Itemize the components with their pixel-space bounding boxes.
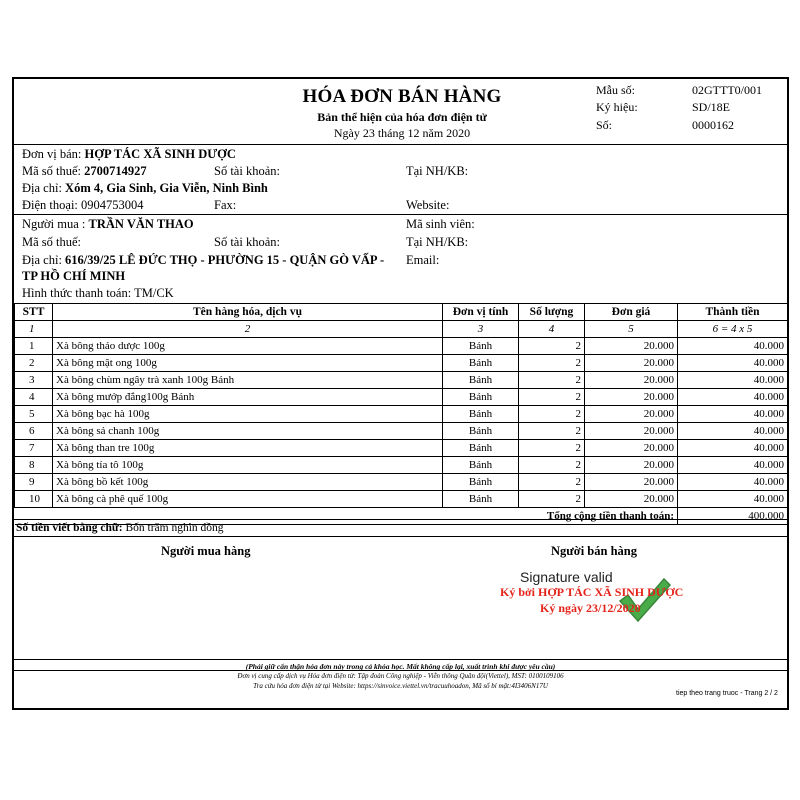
- row-amount: 40.000: [678, 372, 788, 389]
- row-amount: 40.000: [678, 474, 788, 491]
- footer-divider: [14, 670, 787, 671]
- seller-phone-label: Điện thoại:: [22, 198, 78, 212]
- row-price: 20.000: [585, 389, 678, 406]
- seller-account-label: Số tài khoản:: [214, 164, 280, 178]
- table-body: [15, 338, 788, 508]
- table-row: [15, 491, 788, 508]
- index-cell: 3: [443, 321, 519, 338]
- row-stt: 1: [15, 338, 53, 355]
- total-value: 400.000: [678, 508, 788, 525]
- index-cell: 1: [15, 321, 53, 338]
- invoice-subtitle: Bản thể hiện của hóa đơn điện tử: [317, 110, 487, 124]
- seller-tax-row: [22, 164, 147, 179]
- col-amount: Thành tiền: [678, 304, 788, 321]
- seller-phone: 0904753004: [81, 198, 144, 212]
- table-row: [15, 474, 788, 491]
- row-qty: 2: [519, 355, 585, 372]
- row-price: 20.000: [585, 457, 678, 474]
- row-unit: Bánh: [443, 389, 519, 406]
- amount-words-value: Bốn trăm nghìn đồng: [125, 522, 224, 534]
- row-price: 20.000: [585, 355, 678, 372]
- footer-note: (Phải giữ cẩn thận hóa đơn này trong cả khóa học. Mất không cấp lại, xuất trình khi được yêu cầu): [245, 662, 556, 671]
- row-qty: 2: [519, 457, 585, 474]
- row-item-name: Xà bông bạc hà 100g: [53, 406, 443, 423]
- index-cell: 2: [53, 321, 443, 338]
- form-value: 02GTTT0/001: [692, 83, 762, 97]
- amount-in-words: [14, 519, 787, 537]
- seller-address: Xóm 4, Gia Sinh, Gia Viễn, Ninh Bình: [65, 181, 268, 195]
- table-row: [15, 372, 788, 389]
- row-price: 20.000: [585, 372, 678, 389]
- symbol-label: Ký hiệu:: [596, 100, 638, 114]
- seller-address-label: Địa chỉ:: [22, 181, 62, 195]
- row-stt: 7: [15, 440, 53, 457]
- seller-tax: 2700714927: [84, 164, 147, 178]
- col-stt: STT: [15, 304, 53, 321]
- row-qty: 2: [519, 338, 585, 355]
- seller-sign-title: Người bán hàng: [551, 544, 637, 558]
- row-item-name: Xà bông cà phê quế 100g: [53, 491, 443, 508]
- row-unit: Bánh: [443, 440, 519, 457]
- row-price: 20.000: [585, 491, 678, 508]
- buyer-address-row: [22, 253, 384, 268]
- row-qty: 2: [519, 440, 585, 457]
- row-stt: 4: [15, 389, 53, 406]
- buyer-tax-label: Mã số thuế:: [22, 235, 82, 249]
- table-index-row: [15, 321, 788, 338]
- seller-fax-label: Fax:: [214, 198, 237, 212]
- payment-label: Hình thức thanh toán:: [22, 286, 132, 300]
- row-price: 20.000: [585, 406, 678, 423]
- row-price: 20.000: [585, 440, 678, 457]
- row-stt: 2: [15, 355, 53, 372]
- divider: [14, 214, 787, 215]
- payment-method: TM/CK: [134, 286, 174, 300]
- table-row: [15, 355, 788, 372]
- buyer-name-label: Người mua :: [22, 217, 86, 231]
- footer-provider: Đơn vị cung cấp dịch vụ Hóa đơn điện tử: Tập đoàn Công nghiệp - Viễn thông Quân đội(Viettel), MST: 0100109106: [237, 672, 564, 680]
- form-label: Mẫu số:: [596, 83, 635, 97]
- buyer-address-label: Địa chỉ:: [22, 253, 62, 267]
- row-amount: 40.000: [678, 406, 788, 423]
- digital-signature: [494, 565, 694, 637]
- row-qty: 2: [519, 406, 585, 423]
- buyer-email-label: Email:: [406, 253, 440, 267]
- row-stt: 6: [15, 423, 53, 440]
- row-price: 20.000: [585, 423, 678, 440]
- row-unit: Bánh: [443, 355, 519, 372]
- row-amount: 40.000: [678, 440, 788, 457]
- row-price: 20.000: [585, 474, 678, 491]
- row-amount: 40.000: [678, 423, 788, 440]
- signature-valid-text: Signature valid: [520, 569, 613, 585]
- row-item-name: Xà bông thảo dược 100g: [53, 338, 443, 355]
- row-qty: 2: [519, 389, 585, 406]
- index-cell: 4: [519, 321, 585, 338]
- index-cell: 5: [585, 321, 678, 338]
- col-unit: Đơn vị tính: [443, 304, 519, 321]
- row-amount: 40.000: [678, 355, 788, 372]
- number-label: Số:: [596, 118, 613, 132]
- col-price: Đơn giá: [585, 304, 678, 321]
- total-label: Tổng cộng tiền thanh toán:: [15, 508, 678, 525]
- table-row: [15, 338, 788, 355]
- row-item-name: Xà bông mướp đắng100g Bánh: [53, 389, 443, 406]
- row-item-name: Xà bông bồ kết 100g: [53, 474, 443, 491]
- page-note: tiep theo trang truoc - Trang 2 / 2: [676, 690, 778, 697]
- row-qty: 2: [519, 423, 585, 440]
- row-stt: 5: [15, 406, 53, 423]
- seller-website-label: Website:: [406, 198, 450, 212]
- row-unit: Bánh: [443, 372, 519, 389]
- row-stt: 10: [15, 491, 53, 508]
- invoice-sheet: [12, 77, 789, 710]
- invoice-title: HÓA ĐƠN BÁN HÀNG: [302, 86, 502, 107]
- row-unit: Bánh: [443, 474, 519, 491]
- row-qty: 2: [519, 491, 585, 508]
- buyer-bank-label: Tại NH/KB:: [406, 235, 469, 249]
- table-row: [15, 423, 788, 440]
- row-unit: Bánh: [443, 423, 519, 440]
- row-amount: 40.000: [678, 491, 788, 508]
- row-item-name: Xà bông chùm ngây trà xanh 100g Bánh: [53, 372, 443, 389]
- row-item-name: Xà bông tía tô 100g: [53, 457, 443, 474]
- buyer-account-label: Số tài khoản:: [214, 235, 280, 249]
- row-item-name: Xà bông mật ong 100g: [53, 355, 443, 372]
- invoice-header: [14, 79, 787, 145]
- row-stt: 3: [15, 372, 53, 389]
- table-row: [15, 406, 788, 423]
- payment-row: [22, 286, 174, 301]
- row-price: 20.000: [585, 338, 678, 355]
- buyer-address-line2-text: TP HỒ CHÍ MINH: [22, 269, 126, 283]
- items-table: [14, 303, 788, 525]
- seller-address-row: [22, 181, 268, 196]
- col-qty: Số lượng: [519, 304, 585, 321]
- row-amount: 40.000: [678, 389, 788, 406]
- row-unit: Bánh: [443, 457, 519, 474]
- seller-name-row: [22, 147, 236, 162]
- buyer-sign-title: Người mua hàng: [161, 544, 251, 558]
- index-cell: 6 = 4 x 5: [678, 321, 788, 338]
- invoice-date: Ngày 23 tháng 12 năm 2020: [333, 126, 471, 140]
- col-name: Tên hàng hóa, dịch vụ: [53, 304, 443, 321]
- seller-bank-label: Tại NH/KB:: [406, 164, 469, 178]
- check-icon: [616, 575, 672, 625]
- row-unit: Bánh: [443, 406, 519, 423]
- seller-name: HỢP TÁC XÃ SINH DƯỢC: [84, 147, 236, 161]
- row-unit: Bánh: [443, 491, 519, 508]
- row-item-name: Xà bông than tre 100g: [53, 440, 443, 457]
- row-amount: 40.000: [678, 338, 788, 355]
- buyer-name-row: [22, 217, 194, 232]
- row-qty: 2: [519, 372, 585, 389]
- seller-tax-label: Mã số thuế:: [22, 164, 82, 178]
- row-amount: 40.000: [678, 457, 788, 474]
- table-header-row: [15, 304, 788, 321]
- buyer-name: TRẦN VĂN THAO: [88, 217, 194, 231]
- seller-phone-row: [22, 198, 144, 213]
- table-row: [15, 457, 788, 474]
- buyer-address-line2: [22, 269, 125, 284]
- row-stt: 8: [15, 457, 53, 474]
- signed-by-text: Ký bởi HỢP TÁC XÃ SINH DƯỢC: [500, 585, 684, 599]
- table-row: [15, 389, 788, 406]
- table-row: [15, 440, 788, 457]
- row-qty: 2: [519, 474, 585, 491]
- signed-date-text: Ký ngày 23/12/2020: [540, 601, 641, 615]
- row-item-name: Xà bông sả chanh 100g: [53, 423, 443, 440]
- seller-name-label: Đơn vị bán:: [22, 147, 82, 161]
- buyer-student-label: Mã sinh viên:: [406, 217, 475, 231]
- buyer-address-line1: 616/39/25 LÊ ĐỨC THỌ - PHƯỜNG 15 - QUẬN GÒ VẤP -: [65, 253, 385, 267]
- footer-lookup: Tra cứu hóa đơn điện tử tại Website: https://sinvoice.viettel.vn/tracuuhoadon, Mã số bí mật:4I3406N17U: [253, 682, 548, 690]
- symbol-value: SD/18E: [692, 100, 731, 114]
- amount-words-label: Số tiền viết bằng chữ:: [16, 522, 123, 534]
- row-unit: Bánh: [443, 338, 519, 355]
- number-value: 0000162: [692, 118, 734, 132]
- row-stt: 9: [15, 474, 53, 491]
